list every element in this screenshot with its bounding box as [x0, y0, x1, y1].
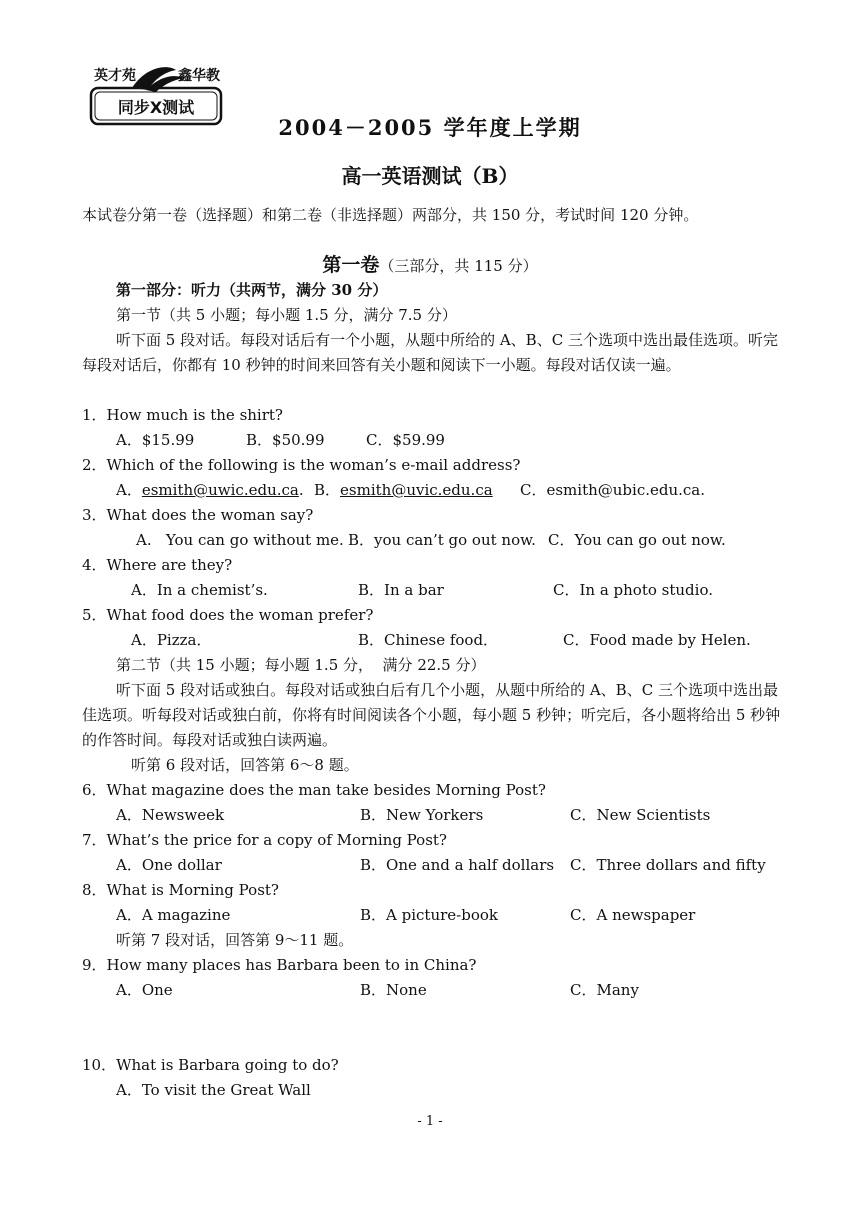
q3-option-a: A. You can go without me.: [136, 531, 344, 549]
q9-option-b: B．None: [360, 981, 427, 999]
part1-title: 第一部分：听力（共两节，满分 30 分）: [116, 281, 388, 299]
page-subtitle: 高一英语测试（B）: [341, 164, 519, 188]
q4-option-b: B．In a bar: [358, 581, 444, 599]
q3-option-c: C．You can go out now.: [548, 531, 726, 549]
q5-option-a: A．Pizza．: [131, 631, 212, 649]
q10-option-a: A．To visit the Great Wall: [116, 1081, 311, 1099]
question-5: 5．What food does the woman prefer?: [82, 606, 374, 624]
q4-option-a: A．In a chemist’s.: [131, 581, 268, 599]
q2-option-b-email: esmith@uvic.edu.ca: [340, 481, 493, 499]
section2-instructions: 听下面 5 段对话或独白。每段对话或独白后有几个小题，从题中所给的 A、B、C 三个选项中选出最佳选项。听每段对话或独白前，你将有时间阅读各个小题，每小题 5 秒钟；听完后，各小题将给出 5 秒钟的作答时间。每段对话或独白读两遍。: [82, 681, 781, 749]
section1-title: 第一节（共 5 小题；每小题 1.5 分，满分 7.5 分）: [116, 306, 457, 324]
q4-option-c: C．In a photo studio.: [553, 581, 713, 599]
question-7: 7．What’s the price for a copy of Morning Post?: [82, 831, 447, 849]
page-title: 2004－2005 学年度上学期: [278, 115, 582, 140]
page-number: - 1 -: [417, 1114, 443, 1129]
q8-option-a: A．A magazine: [116, 906, 231, 924]
section1-instructions: 听下面 5 段对话。每段对话后有一个小题，从题中所给的 A、B、C 三个选项中选出最佳选项。听完每段对话后，你都有 10 秒钟的时间来回答有关小题和阅读下一小题。每段对话仅读一遍。: [82, 331, 778, 374]
question-9: 9．How many places has Barbara been to in China?: [82, 956, 477, 974]
q1-option-c: C．$59.99: [366, 431, 445, 449]
volume-title: 第一卷: [322, 254, 380, 276]
question-8: 8．What is Morning Post?: [82, 881, 279, 899]
question-6: 6．What magazine does the man take besides Morning Post?: [82, 781, 546, 799]
q2-option-a-email: esmith@uwic.edu.ca: [141, 481, 299, 499]
q6-option-a: A．Newsweek: [116, 806, 225, 824]
logo-text-bottom: 同步X测试: [117, 98, 195, 117]
q2-option-a: [116, 478, 304, 503]
q6-option-c: C．New Scientists: [570, 806, 711, 824]
q5-option-c: C．Food made by Helen.: [563, 631, 751, 649]
question-2: 2．Which of the following is the woman’s e-mail address?: [82, 456, 521, 474]
logo-text-right: 鑫华教: [178, 68, 220, 84]
intro-text: 本试卷分第一卷（选择题）和第二卷（非选择题）两部分，共 150 分，考试时间 120 分钟。: [82, 206, 699, 224]
q2-option-a-period: .: [298, 481, 304, 499]
logo-text-left: 英才苑: [94, 68, 136, 84]
q7-option-a: A．One dollar: [116, 856, 222, 874]
q1-option-b: B．$50.99: [246, 431, 325, 449]
question-1: 1．How much is the shirt?: [82, 406, 283, 424]
section2-title: 第二节（共 15 小题；每小题 1.5 分， 满分 22.5 分）: [116, 656, 486, 674]
question-4: 4．Where are they?: [82, 556, 233, 574]
q7-option-c: C．Three dollars and fifty: [570, 856, 766, 874]
q2-option-b-label: B．: [314, 481, 341, 499]
volume-note: （三部分，共 115 分）: [379, 257, 538, 275]
q9-option-a: A．One: [116, 981, 173, 999]
q3-option-b: B．you can’t go out now.: [348, 531, 536, 549]
volume-heading: [0, 252, 860, 279]
dialog-6-heading: 听第 6 段对话，回答第 6～8 题。: [131, 756, 359, 774]
q2-option-c: C．esmith@ubic.edu.ca.: [520, 481, 706, 499]
q7-option-b: B．One and a half dollars: [360, 856, 555, 874]
question-3: 3．What does the woman say?: [82, 506, 314, 524]
question-10: 10．What is Barbara going to do?: [82, 1056, 339, 1074]
q8-option-c: C．A newspaper: [570, 906, 696, 924]
q2-option-a-label: A．: [116, 481, 142, 499]
q8-option-b: B．A picture-book: [360, 906, 498, 924]
q5-option-b: B．Chinese food．: [358, 631, 499, 649]
q1-option-a: A．$15.99: [116, 431, 195, 449]
q6-option-b: B．New Yorkers: [360, 806, 484, 824]
q9-option-c: C．Many: [570, 981, 639, 999]
dialog-7-heading: 听第 7 段对话，回答第 9～11 题。: [116, 931, 354, 949]
q2-option-b: [314, 478, 493, 503]
